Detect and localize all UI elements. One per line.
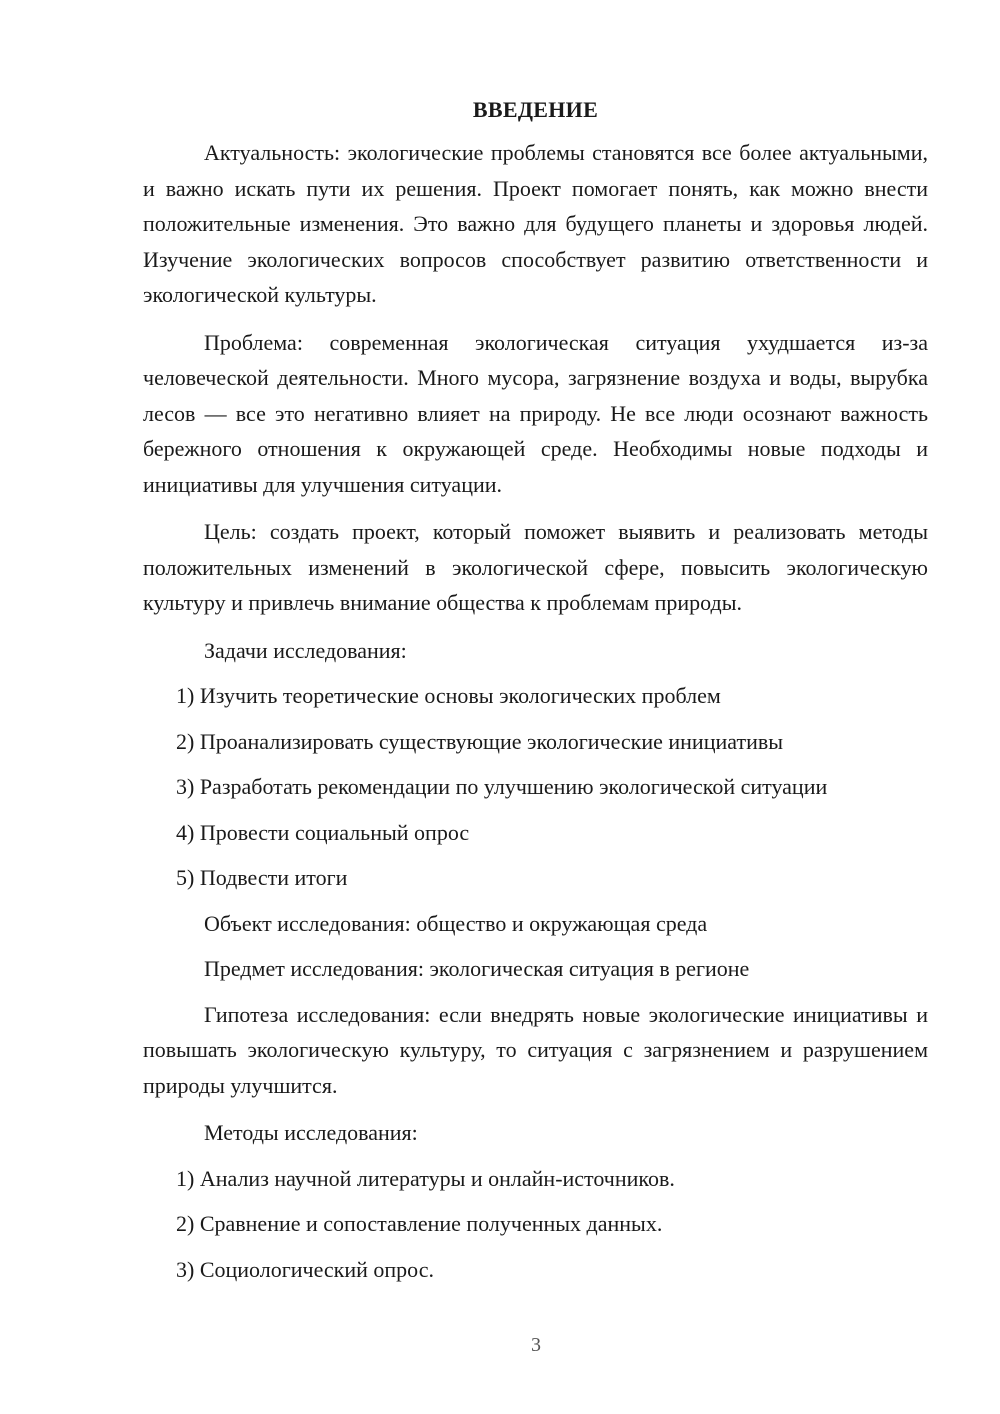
task-item: 1) Изучить теоретические основы экологических проблем (176, 683, 721, 708)
relevance-paragraph: Актуальность: экологические проблемы становятся все более актуальными, и важно искать пути их решения. Проект помогает понять, как можно внести положительные изменения. Это важно для будущего планеты и здоровья людей. Изучение экологических вопросов способствует развитию ответственности и экологической культуры. (143, 140, 928, 307)
problem-paragraph: Проблема: современная экологическая ситуация ухудшается из-за человеческой деятельности. Много мусора, загрязнение воздуха и воды, вырубка лесов — все это негативно влияет на природу. Не все люди осознают важность бережного отношения к окружающей среде. Необходимы новые подходы и инициативы для улучшения ситуации. (143, 329, 928, 497)
hypothesis-paragraph: Гипотеза исследования: если внедрять новые экологические инициативы и повышать экологическую культуру, то ситуация с загрязнением и разрушением природы улучшится. (143, 1001, 928, 1098)
task-item: 5) Подвести итоги (176, 865, 348, 890)
method-item: 1) Анализ научной литературы и онлайн-источников. (176, 1165, 675, 1191)
object-line: Объект исследования: общество и окружающая среда (204, 910, 708, 936)
page-number: 3 (531, 1334, 541, 1356)
methods-heading: Методы исследования: (204, 1120, 418, 1145)
subject-line: Предмет исследования: экологическая ситуация в регионе (204, 956, 750, 981)
method-item: 3) Социологический опрос. (176, 1256, 434, 1282)
task-item: 3) Разработать рекомендации по улучшению экологической ситуации (176, 774, 828, 799)
task-item: 2) Проанализировать существующие экологические инициативы (176, 728, 784, 754)
task-item: 4) Провести социальный опрос (176, 819, 470, 845)
goal-paragraph: Цель: создать проект, который поможет выявить и реализовать методы положительных изменений в экологической сфере, повысить экологическую культуру и привлечь внимание общества к проблемам природы. (143, 519, 928, 615)
method-item: 2) Сравнение и сопоставление полученных данных. (176, 1211, 663, 1236)
tasks-heading: Задачи исследования: (204, 637, 407, 663)
section-title: ВВЕДЕНИЕ (472, 97, 599, 122)
document-page (143, 95, 928, 1297)
